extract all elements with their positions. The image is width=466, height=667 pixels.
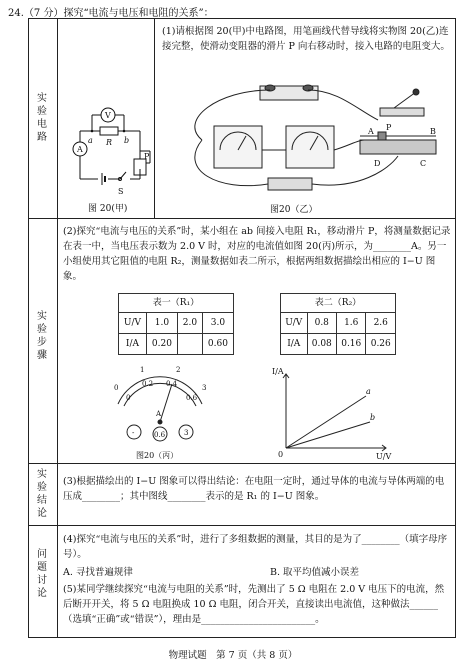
graph-line-b <box>286 422 370 448</box>
table2-grid <box>280 312 396 355</box>
table-row <box>119 313 234 334</box>
circuit-figure-divider <box>154 18 155 218</box>
table-row <box>281 334 396 355</box>
table-cell: U/V <box>119 313 147 334</box>
table-cell: 1.0 <box>146 313 177 334</box>
section-label-discussion <box>28 548 57 600</box>
table1-title: 表一（R₁） <box>118 293 234 312</box>
terminal-negative: - <box>132 429 135 437</box>
table-cell: I/A <box>119 334 147 355</box>
discussion-q4: (4)探究“电流与电压的关系”时，进行了多组数据的测量，其目的是为了________（填字母序号）。 <box>63 534 448 560</box>
circuit-diagram-a <box>58 19 154 218</box>
table1 <box>118 293 234 355</box>
table-cell: 1.6 <box>337 313 366 334</box>
rheostat-slider-p: P <box>386 123 392 132</box>
graph-line-a <box>286 396 366 448</box>
section-label-circuit-text: 实验电路 <box>37 93 48 143</box>
section-label-steps <box>28 310 57 362</box>
steps-text: (2)探究“电流与电压的关系”时，某小组在 ab 间接入电阻 R₁，移动滑片 P，将测量数据记录在表一中，当电压表示数为 2.0 V 时，对应的电流值如图 20(丙)所示，为________A。另一小组使用其它阻值的电阻 R₂，测量数据如表二所示，根据两组数据描绘出相应的 I−U 图象。 <box>63 226 451 282</box>
table1-grid <box>118 312 234 355</box>
point-b-label: b <box>124 136 130 145</box>
rheostat-terminal-b: B <box>430 127 436 136</box>
table-cell: 0.20 <box>146 334 177 355</box>
iu-graph <box>270 366 400 460</box>
dial-bottom-tick-2: 0.4 <box>166 380 178 388</box>
divider-circuit-steps <box>28 218 456 219</box>
rheostat-terminal-d: D <box>374 159 381 168</box>
table2 <box>280 293 396 355</box>
divider-steps-conclusion <box>28 463 456 464</box>
circuit-instruction: (1)请根据图 20(甲)中电路图，用笔画线代替导线将实物图 20(乙)连接完整，使滑动变阻器的滑片 P 向右移动时，接入电路的电阻变大。 <box>162 26 450 52</box>
dial-bottom-tick-3: 0.6 <box>186 394 198 402</box>
table-cell: 2.0 <box>177 313 202 334</box>
circuit-diagram-b <box>158 80 454 216</box>
divider-conclusion-discussion <box>28 525 456 526</box>
table-cell: 0.8 <box>307 313 336 334</box>
question-title: 24.（7 分）探究“电流与电压和电阻的关系”： <box>8 8 214 19</box>
section-label-conclusion-text: 实验结论 <box>37 469 48 519</box>
fig-a-caption: 图 20(甲) <box>88 204 128 214</box>
ammeter-label: A <box>77 145 83 154</box>
table-cell: 3.0 <box>202 313 233 334</box>
graph-origin: 0 <box>278 450 284 459</box>
discussion-q5: (5)某同学继续探究“电流与电阻的关系”时，先测出了 5 Ω 电阻在 2.0 V 电压下的电流，然后断开开关，将 5 Ω 电阻换成 10 Ω 电阻，闭合开关，直接读出电流值，这种做法______（选填“正确”或“错误”），理由是________________________。 <box>63 584 445 625</box>
dial-bottom-tick-1: 0.2 <box>142 380 154 388</box>
voltmeter-label: V <box>105 111 111 120</box>
dial-top-tick-3: 3 <box>202 384 207 392</box>
table-cell: 0.16 <box>337 334 366 355</box>
fig-b-caption: 图20（乙） <box>270 205 318 215</box>
table-cell: 0.26 <box>366 334 396 355</box>
table2-title: 表二（R₂） <box>280 293 396 312</box>
rheostat-terminal-c: C <box>420 159 427 168</box>
graph-label-a: a <box>366 387 371 396</box>
table-cell: 0.60 <box>202 334 233 355</box>
dial-top-tick-2: 2 <box>176 366 181 374</box>
graph-label-b: b <box>370 413 376 422</box>
fig-c-caption: 图20（丙） <box>136 451 179 460</box>
dial-unit: A <box>156 410 162 418</box>
table-cell: 2.6 <box>366 313 396 334</box>
table-row <box>119 334 234 355</box>
table-cell: 0.08 <box>307 334 336 355</box>
terminal-0-6: 0.6 <box>154 431 166 439</box>
terminal-3: 3 <box>184 429 189 437</box>
rheostat-terminal-a: A <box>368 127 374 136</box>
point-a-label: a <box>88 136 93 145</box>
section-label-steps-text: 实验步骤 <box>37 311 48 361</box>
table-cell <box>177 334 202 355</box>
section-label-conclusion <box>28 468 57 520</box>
graph-xlabel: U/V <box>376 452 392 460</box>
section-label-circuit <box>28 92 57 144</box>
dial-top-tick-1: 1 <box>140 366 145 374</box>
slider-label: P <box>144 152 150 161</box>
discussion-option-b: B. 取平均值减小误差 <box>270 567 360 578</box>
table-cell: I/A <box>281 334 308 355</box>
ammeter-dial <box>100 362 220 462</box>
discussion-option-a: A. 寻找普遍规律 <box>63 567 133 578</box>
resistor-label: R <box>106 138 113 147</box>
dial-bottom-tick-0: 0 <box>126 394 131 402</box>
dial-top-tick-0: 0 <box>114 384 119 392</box>
page-footer: 物理试题 第 7 页（共 8 页） <box>168 650 298 661</box>
section-label-discussion-text: 问题讨论 <box>37 549 48 599</box>
table-cell: U/V <box>281 313 308 334</box>
switch-label: S <box>118 187 124 196</box>
graph-ylabel: I/A <box>272 367 284 376</box>
table-row <box>281 313 396 334</box>
conclusion-text: (3)根据描绘出的 I−U 图象可以得出结论：在电阻一定时，通过导体的电流与导体两端的电压成________；其中图线________表示的是 R₁ 的 I−U 图象。 <box>63 476 445 502</box>
